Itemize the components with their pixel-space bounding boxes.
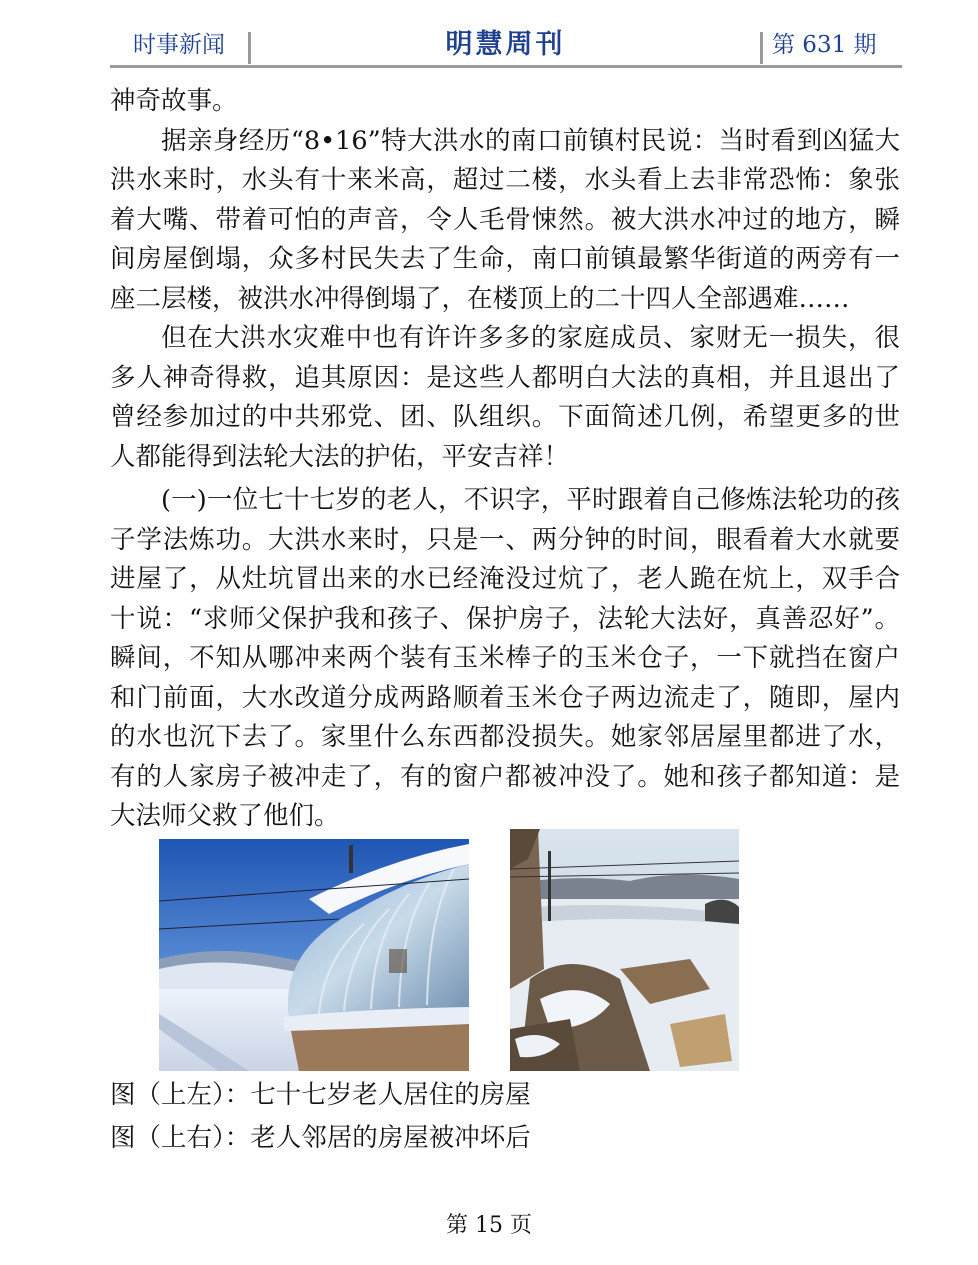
greenhouse-photo bbox=[159, 839, 469, 1071]
caption-right: 图（上右）：老人邻居的房屋被冲坏后 bbox=[110, 1123, 531, 1153]
caption-left: 图（上左）：七十七岁老人居住的房屋 bbox=[110, 1080, 531, 1110]
paragraph: 神奇故事。 bbox=[110, 86, 238, 116]
article-body bbox=[110, 82, 900, 837]
paragraph: 但在大洪水灾难中也有许许多多的家庭成员、家财无一损失，很多人神奇得救，追其原因：是这些人都明白大法的真相，并且退出了曾经参加过的中共邪党、团、队组织。下面简述几例，希望更多的世人都能得到法轮大法的护佑，平安吉祥！ bbox=[110, 323, 900, 472]
section-label: 时事新闻 bbox=[133, 32, 225, 58]
page-header bbox=[110, 28, 902, 66]
paragraph: (一)一位七十七岁的老人，不识字，平时跟着自己修炼法轮功的孩子学法炼功。大洪水来时，只是一、两分钟的时间，眼看着大水就要进屋了，从灶坑冒出来的水已经淹没过炕了，老人跪在炕上，双手合十说：“求师父保护我和孩子、保护房子，法轮大法好，真善忍好”。瞬间，不知从哪冲来两个装有玉米棒子的玉米仓子，一下就挡在窗户和门前面，大水改道分成两路顺着玉米仓子两边流走了，随即，屋内的水也沉下去了。家里什么东西都没损失。她家邻居屋里都进了水，有的人家房子被冲走了，有的窗户都被冲没了。她和孩子都知道：是大法师父救了他们。 bbox=[110, 485, 900, 831]
page-number: 第 15 页 bbox=[446, 1213, 532, 1238]
paragraph: 据亲身经历“8•16”特大洪水的南口前镇村民说：当时看到凶猛大洪水来时，水头有十来米高，超过二楼，水头看上去非常恐怖：象张着大嘴、带着可怕的声音，令人毛骨悚然。被大洪水冲过的地方，瞬间房屋倒塌，众多村民失去了生命，南口前镇最繁华街道的两旁有一座二层楼，被洪水冲得倒塌了，在楼顶上的二十四人全部遇难…… bbox=[110, 125, 900, 314]
damaged-house-photo bbox=[510, 829, 739, 1071]
header-divider bbox=[248, 32, 251, 64]
publication-title: 明慧周刊 bbox=[445, 29, 566, 60]
issue-number: 第 631 期 bbox=[772, 32, 877, 58]
header-rule bbox=[110, 65, 902, 68]
